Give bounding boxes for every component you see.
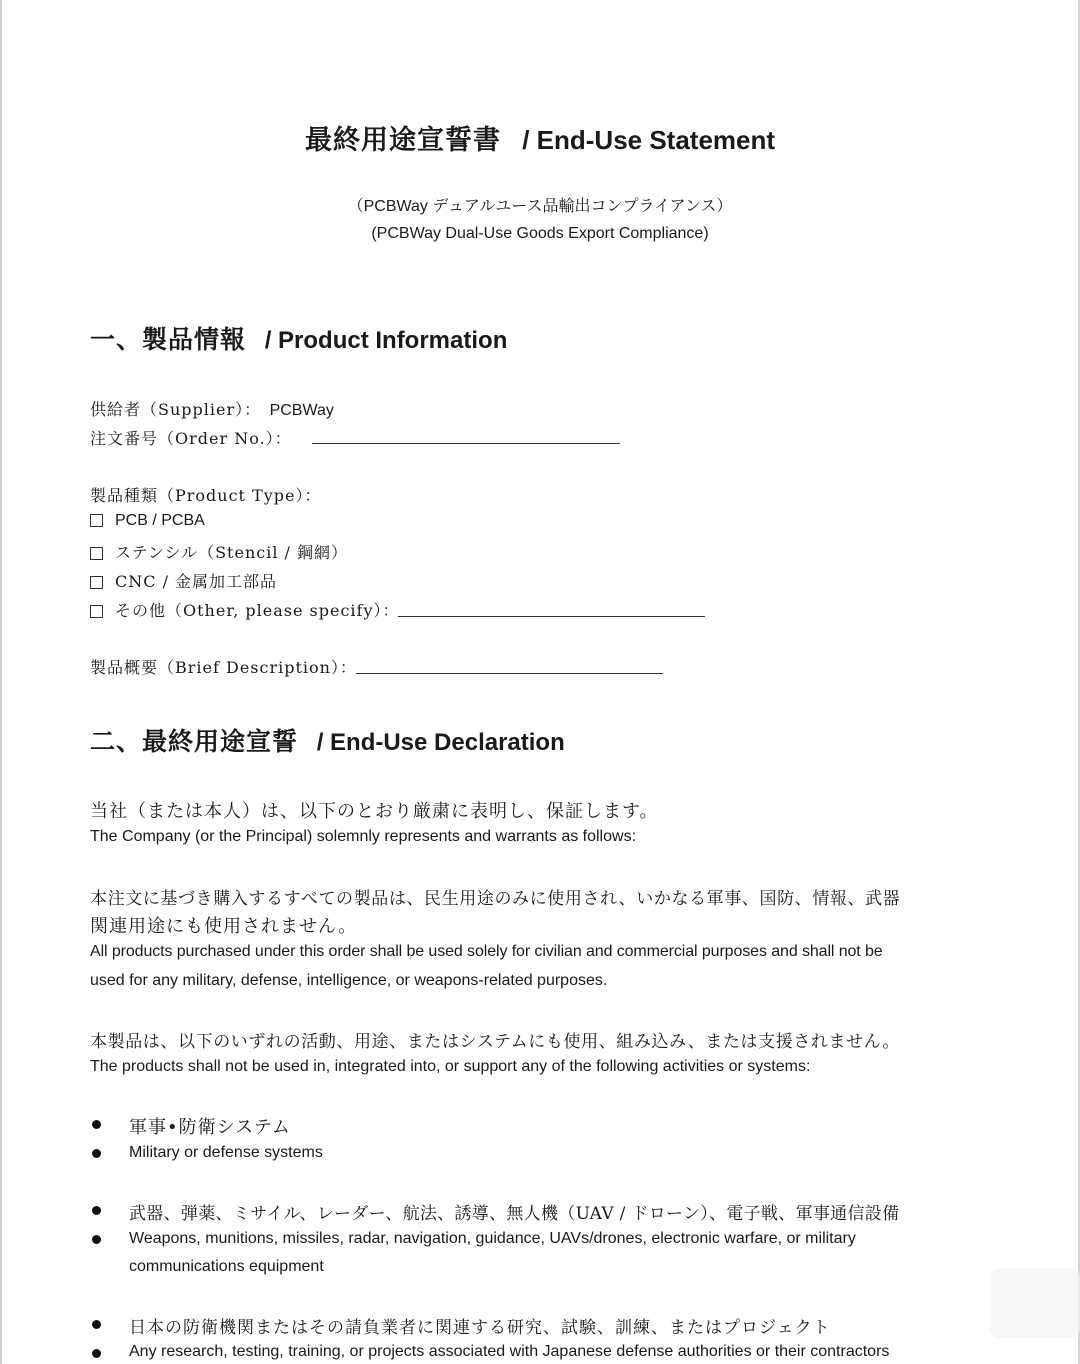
supplier-value: PCBWay: [269, 402, 334, 419]
option-other-label: その他（Other, please specify）：: [115, 601, 400, 620]
bullet3-en: Any research, testing, training, or projects associated with Japanese defense authorities or their contractors: [129, 1343, 890, 1360]
p2-en-2: used for any military, defense, intelligence, or weapons-related purposes.: [90, 972, 608, 989]
checkbox-other[interactable]: [90, 605, 103, 618]
option-pcb-label: PCB / PCBA: [115, 512, 205, 529]
section1-heading-jp: 一、製品情報: [90, 325, 247, 354]
subtitle-jp: （PCBWay デュアルユース品輸出コンプライアンス）: [347, 198, 733, 215]
brief-label-text: 製品概要（Brief Description）：: [90, 658, 357, 677]
bullet-dot: [92, 1206, 101, 1215]
bullet1-jp: 軍事•防衛システム: [129, 1117, 291, 1138]
supplier-row: [90, 397, 334, 420]
option-pcb[interactable]: [90, 512, 205, 530]
p1-jp: 当社（または本人）は、以下のとおり厳粛に表明し、保証します。: [90, 801, 659, 822]
brief-description-label: [90, 655, 357, 678]
title-en: / End-Use Statement: [522, 125, 776, 155]
bullet-dot: [92, 1320, 101, 1329]
supplier-label: 供給者（Supplier）：: [90, 400, 262, 419]
p2-jp-1: 本注文に基づき購入するすべての製品は、民生用途のみに使用され、いかなる軍事、国防、情報、武器: [90, 889, 901, 909]
bullet1-en: Military or defense systems: [129, 1144, 323, 1161]
section1-heading-en: / Product Information: [264, 327, 508, 354]
checkbox-pcb[interactable]: [90, 514, 103, 527]
bullet-dot: [92, 1149, 101, 1158]
title-jp: 最終用途宣誓書: [304, 125, 501, 156]
order-label: [90, 426, 292, 449]
bullet2-en-1: Weapons, munitions, missiles, radar, navigation, guidance, UAVs/drones, electronic warfare, or military: [129, 1230, 856, 1247]
bullet-dot: [92, 1349, 101, 1358]
document-title: [0, 118, 1080, 157]
watermark-overlay: [990, 1268, 1080, 1338]
p2-en-1: All products purchased under this order shall be used solely for civilian and commercial purposes and shall not be: [90, 943, 883, 960]
section2-heading: [90, 722, 565, 758]
p2-jp-2: 関連用途にも使用されません。: [90, 916, 358, 937]
brief-description-field[interactable]: [356, 673, 663, 674]
section2-heading-en: / End-Use Declaration: [316, 729, 565, 756]
p3-en: The products shall not be used in, integrated into, or support any of the following activities or systems:: [90, 1058, 811, 1075]
bullet2-jp: 武器、弾薬、ミサイル、レーダー、航法、誘導、無人機（UAV / ドローン）、電子戦、軍事通信設備: [129, 1204, 900, 1224]
option-cnc-label: CNC / 金属加工部品: [115, 572, 278, 591]
product-type-label-text: 製品種類（Product Type）：: [90, 486, 322, 505]
other-specify-field[interactable]: [398, 616, 705, 617]
option-cnc[interactable]: [90, 569, 277, 592]
subtitle-en: (PCBWay Dual-Use Goods Export Compliance): [371, 225, 709, 242]
p3-jp: 本製品は、以下のいずれの活動、用途、またはシステムにも使用、組み込み、または支援されません。: [90, 1032, 900, 1052]
option-stencil-label: ステンシル（Stencil / 鋼網）: [115, 543, 349, 562]
bullet2-en-2: communications equipment: [129, 1258, 324, 1275]
bullet3-jp: 日本の防衛機関またはその請負業者に関連する研究、試験、訓練、またはプロジェクト: [129, 1318, 831, 1338]
bullet-dot: [92, 1235, 101, 1244]
order-label-text: 注文番号（Order No.）：: [90, 429, 292, 448]
p1-en: The Company (or the Principal) solemnly represents and warrants as follows:: [90, 828, 637, 845]
section1-heading: [90, 320, 507, 356]
checkbox-cnc[interactable]: [90, 576, 103, 589]
option-other[interactable]: [90, 598, 399, 621]
checkbox-stencil[interactable]: [90, 547, 103, 560]
order-no-field[interactable]: [312, 443, 620, 444]
product-type-label: [90, 483, 322, 506]
option-stencil[interactable]: [90, 540, 348, 563]
bullet-dot: [92, 1120, 101, 1129]
section2-heading-jp: 二、最終用途宣誓: [90, 727, 299, 756]
